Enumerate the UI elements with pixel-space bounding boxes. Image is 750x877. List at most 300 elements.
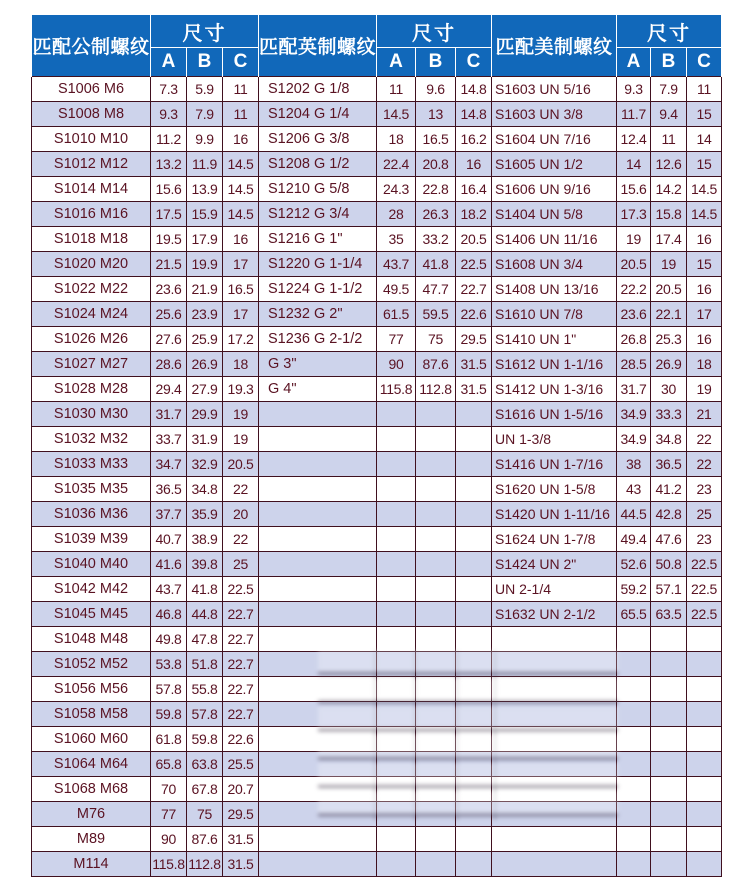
table-row (32, 752, 722, 777)
american-col-c-header: C (687, 48, 722, 77)
dim-b-cell (416, 502, 456, 527)
dim-a-cell (617, 802, 651, 827)
british-col-a-header: A (377, 48, 416, 77)
dim-b-cell: 27.9 (187, 377, 223, 402)
dim-c-cell (687, 802, 722, 827)
row-label-cell: S1020 M20 (32, 252, 151, 277)
dim-a-cell (377, 652, 416, 677)
dim-c-cell: 20 (223, 502, 259, 527)
dim-c-cell: 22.5 (687, 602, 722, 627)
dim-a-cell: 61.8 (151, 727, 187, 752)
dim-a-cell (617, 627, 651, 652)
dim-a-cell: 31.7 (617, 377, 651, 402)
row-label-cell (492, 702, 617, 727)
dim-c-cell: 18.2 (456, 202, 492, 227)
dim-b-cell: 38.9 (187, 527, 223, 552)
row-label-cell: S1624 UN 1-7/8 (492, 527, 617, 552)
row-label-cell: S1010 M10 (32, 127, 151, 152)
dim-c-cell (456, 427, 492, 452)
dim-b-cell: 9.9 (187, 127, 223, 152)
dim-a-cell (617, 652, 651, 677)
row-label-cell: S1033 M33 (32, 452, 151, 477)
dim-c-cell: 16.2 (456, 127, 492, 152)
row-label-cell: S1616 UN 1-5/16 (492, 402, 617, 427)
row-label-cell: S1210 G 5/8 (259, 177, 377, 202)
dim-a-cell (617, 677, 651, 702)
dim-b-cell: 33.2 (416, 227, 456, 252)
dim-b-cell: 50.8 (651, 552, 687, 577)
row-label-cell (492, 727, 617, 752)
dim-c-cell: 22.5 (687, 577, 722, 602)
dim-a-cell: 12.4 (617, 127, 651, 152)
dim-b-cell (416, 702, 456, 727)
row-label-cell: S1632 UN 2-1/2 (492, 602, 617, 627)
dim-b-cell: 5.9 (187, 77, 223, 102)
dim-c-cell: 31.5 (456, 377, 492, 402)
dim-a-cell: 21.5 (151, 252, 187, 277)
dim-c-cell: 22.5 (687, 552, 722, 577)
row-label-cell: S1410 UN 1" (492, 327, 617, 352)
dim-c-cell (456, 477, 492, 502)
table-row (32, 377, 722, 402)
dim-b-cell: 20.5 (651, 277, 687, 302)
dim-a-cell: 23.6 (151, 277, 187, 302)
dim-a-cell: 44.5 (617, 502, 651, 527)
dim-a-cell (377, 752, 416, 777)
row-label-cell: S1056 M56 (32, 677, 151, 702)
dim-b-cell (416, 627, 456, 652)
row-label-cell (492, 827, 617, 852)
dim-a-cell (377, 777, 416, 802)
british-col-c-header: C (456, 48, 492, 77)
dim-b-cell: 7.9 (651, 77, 687, 102)
row-label-cell: M89 (32, 827, 151, 852)
row-label-cell: S1027 M27 (32, 352, 151, 377)
dim-b-cell: 12.6 (651, 152, 687, 177)
metric-col-b-header: B (187, 48, 223, 77)
dim-c-cell: 14.8 (456, 77, 492, 102)
dim-c-cell: 16 (687, 227, 722, 252)
dim-b-cell (651, 802, 687, 827)
row-label-cell: S1024 M24 (32, 302, 151, 327)
dim-b-cell: 51.8 (187, 652, 223, 677)
row-label-cell: S1404 UN 5/8 (492, 202, 617, 227)
row-label-cell: S1606 UN 9/16 (492, 177, 617, 202)
row-label-cell: S1236 G 2-1/2 (259, 327, 377, 352)
dim-b-cell (416, 527, 456, 552)
dim-c-cell: 11 (687, 77, 722, 102)
row-label-cell: S1068 M68 (32, 777, 151, 802)
row-label-cell (492, 677, 617, 702)
dim-a-cell: 14 (617, 152, 651, 177)
dim-a-cell (377, 852, 416, 877)
row-label-cell (259, 627, 377, 652)
dim-b-cell (416, 727, 456, 752)
table-row (32, 852, 722, 877)
dim-b-cell: 20.8 (416, 152, 456, 177)
dim-b-cell (416, 427, 456, 452)
dim-b-cell: 35.9 (187, 502, 223, 527)
row-label-cell (259, 802, 377, 827)
dim-a-cell (617, 852, 651, 877)
dim-c-cell: 22.7 (456, 277, 492, 302)
dim-c-cell: 22.5 (456, 252, 492, 277)
table-row (32, 577, 722, 602)
dim-b-cell (416, 852, 456, 877)
metric-col-c-header: C (223, 48, 259, 77)
dim-c-cell: 22 (223, 527, 259, 552)
dim-c-cell: 22 (223, 477, 259, 502)
dim-b-cell: 55.8 (187, 677, 223, 702)
dim-a-cell: 43.7 (377, 252, 416, 277)
dim-b-cell: 47.7 (416, 277, 456, 302)
dim-b-cell: 30 (651, 377, 687, 402)
table-row (32, 352, 722, 377)
dim-b-cell (416, 777, 456, 802)
dim-c-cell: 16 (687, 327, 722, 352)
dim-c-cell: 22.6 (456, 302, 492, 327)
dim-a-cell: 53.8 (151, 652, 187, 677)
dim-b-cell (416, 652, 456, 677)
row-label-cell: S1220 G 1-1/4 (259, 252, 377, 277)
row-label-cell: S1406 UN 11/16 (492, 227, 617, 252)
row-label-cell (492, 752, 617, 777)
dim-b-cell: 59.5 (416, 302, 456, 327)
dim-a-cell: 57.8 (151, 677, 187, 702)
dim-b-cell: 42.8 (651, 502, 687, 527)
dim-c-cell: 17 (223, 302, 259, 327)
row-label-cell: S1208 G 1/2 (259, 152, 377, 177)
dim-a-cell (377, 402, 416, 427)
dim-b-cell (651, 702, 687, 727)
dim-b-cell (416, 452, 456, 477)
dim-c-cell (687, 827, 722, 852)
dim-c-cell: 20.7 (223, 777, 259, 802)
dim-a-cell: 36.5 (151, 477, 187, 502)
dim-c-cell (687, 727, 722, 752)
table-row (32, 727, 722, 752)
row-label-cell: S1026 M26 (32, 327, 151, 352)
dim-c-cell: 22.7 (223, 602, 259, 627)
row-label-cell (492, 852, 617, 877)
row-label-cell: S1605 UN 1/2 (492, 152, 617, 177)
dim-c-cell (456, 677, 492, 702)
american-col-b-header: B (651, 48, 687, 77)
american-col-a-header: A (617, 48, 651, 77)
row-label-cell (259, 602, 377, 627)
row-label-cell (492, 652, 617, 677)
american-thread-group-header: 匹配美制螺纹 (492, 15, 617, 77)
dim-c-cell: 22.7 (223, 627, 259, 652)
table-row (32, 552, 722, 577)
dim-b-cell (651, 852, 687, 877)
dim-c-cell: 16 (223, 227, 259, 252)
dim-a-cell: 15.6 (617, 177, 651, 202)
dim-a-cell (617, 702, 651, 727)
row-label-cell: S1008 M8 (32, 102, 151, 127)
dim-a-cell (617, 752, 651, 777)
row-label-cell (259, 477, 377, 502)
row-label-cell: UN 2-1/4 (492, 577, 617, 602)
dim-c-cell (687, 852, 722, 877)
row-label-cell: S1202 G 1/8 (259, 77, 377, 102)
dim-b-cell (651, 827, 687, 852)
dim-b-cell: 63.5 (651, 602, 687, 627)
dim-a-cell: 41.6 (151, 552, 187, 577)
dim-a-cell: 11.2 (151, 127, 187, 152)
row-label-cell: S1022 M22 (32, 277, 151, 302)
dim-a-cell: 13.2 (151, 152, 187, 177)
dim-c-cell: 31.5 (456, 352, 492, 377)
dim-b-cell: 34.8 (187, 477, 223, 502)
row-label-cell: S1040 M40 (32, 552, 151, 577)
dim-c-cell: 22 (687, 427, 722, 452)
british-thread-group-header: 匹配英制螺纹 (259, 15, 377, 77)
dim-b-cell: 57.8 (187, 702, 223, 727)
dim-a-cell (377, 452, 416, 477)
dim-c-cell: 16 (223, 127, 259, 152)
dim-c-cell (687, 627, 722, 652)
dim-b-cell: 44.8 (187, 602, 223, 627)
dim-a-cell: 18 (377, 127, 416, 152)
dim-a-cell: 24.3 (377, 177, 416, 202)
dim-b-cell: 87.6 (187, 827, 223, 852)
dim-a-cell: 11 (377, 77, 416, 102)
row-label-cell (259, 827, 377, 852)
dim-c-cell (687, 702, 722, 727)
row-label-cell (259, 402, 377, 427)
dim-b-cell: 15.8 (651, 202, 687, 227)
row-label-cell: S1224 G 1-1/2 (259, 277, 377, 302)
dim-a-cell: 90 (151, 827, 187, 852)
row-label-cell: S1206 G 3/8 (259, 127, 377, 152)
dim-c-cell: 14.5 (223, 202, 259, 227)
dim-c-cell (456, 702, 492, 727)
dim-c-cell: 22.7 (223, 677, 259, 702)
row-label-cell: S1045 M45 (32, 602, 151, 627)
dim-c-cell: 22.6 (223, 727, 259, 752)
row-label-cell: S1212 G 3/4 (259, 202, 377, 227)
table-row (32, 152, 722, 177)
dim-a-cell (377, 702, 416, 727)
table-row (32, 452, 722, 477)
dim-a-cell: 31.7 (151, 402, 187, 427)
dim-a-cell: 49.5 (377, 277, 416, 302)
table-row (32, 427, 722, 452)
dim-c-cell: 17 (687, 302, 722, 327)
dim-c-cell (687, 677, 722, 702)
table-row (32, 527, 722, 552)
dim-b-cell (416, 552, 456, 577)
row-label-cell: G 4" (259, 377, 377, 402)
dim-b-cell: 63.8 (187, 752, 223, 777)
dim-a-cell (377, 552, 416, 577)
dim-c-cell: 20.5 (223, 452, 259, 477)
table-row (32, 127, 722, 152)
dim-a-cell: 29.4 (151, 377, 187, 402)
dim-a-cell: 59.2 (617, 577, 651, 602)
table-row (32, 227, 722, 252)
dim-c-cell (456, 502, 492, 527)
row-label-cell (259, 852, 377, 877)
dim-c-cell (456, 552, 492, 577)
row-label-cell (259, 527, 377, 552)
dim-c-cell: 29.5 (223, 802, 259, 827)
dim-c-cell: 15 (687, 102, 722, 127)
row-label-cell: S1620 UN 1-5/8 (492, 477, 617, 502)
metric-thread-group-header: 匹配公制螺纹 (32, 15, 151, 77)
dim-c-cell (456, 727, 492, 752)
dim-c-cell: 11 (223, 102, 259, 127)
dim-b-cell: 41.8 (187, 577, 223, 602)
dim-b-cell: 19.9 (187, 252, 223, 277)
dim-a-cell: 34.9 (617, 402, 651, 427)
dim-a-cell: 28 (377, 202, 416, 227)
dim-a-cell (377, 477, 416, 502)
table-row (32, 77, 722, 102)
row-label-cell (259, 752, 377, 777)
dim-a-cell: 22.4 (377, 152, 416, 177)
american-size-header: 尺寸 (617, 15, 722, 48)
dim-b-cell (416, 602, 456, 627)
dim-a-cell: 46.8 (151, 602, 187, 627)
table-row (32, 177, 722, 202)
row-label-cell: S1610 UN 7/8 (492, 302, 617, 327)
dim-a-cell (377, 727, 416, 752)
table-row (32, 777, 722, 802)
dim-a-cell (617, 827, 651, 852)
dim-b-cell: 39.8 (187, 552, 223, 577)
dim-a-cell: 61.5 (377, 302, 416, 327)
dim-b-cell: 9.4 (651, 102, 687, 127)
dim-b-cell: 75 (416, 327, 456, 352)
table-row (32, 677, 722, 702)
dim-b-cell: 17.4 (651, 227, 687, 252)
table-row (32, 627, 722, 652)
table-row (32, 252, 722, 277)
dim-b-cell: 17.9 (187, 227, 223, 252)
dim-c-cell: 16 (687, 277, 722, 302)
dim-b-cell: 25.9 (187, 327, 223, 352)
dim-a-cell (617, 777, 651, 802)
dim-a-cell: 35 (377, 227, 416, 252)
dim-b-cell: 16.5 (416, 127, 456, 152)
dim-a-cell: 17.5 (151, 202, 187, 227)
dim-c-cell (456, 852, 492, 877)
dim-b-cell (416, 477, 456, 502)
dim-c-cell: 14.5 (687, 202, 722, 227)
row-label-cell (259, 452, 377, 477)
dim-a-cell: 25.6 (151, 302, 187, 327)
row-label-cell (259, 552, 377, 577)
table-body (32, 77, 722, 877)
dim-c-cell (456, 752, 492, 777)
dim-b-cell (651, 727, 687, 752)
row-label-cell: S1018 M18 (32, 227, 151, 252)
dim-c-cell (687, 777, 722, 802)
dim-b-cell: 9.6 (416, 77, 456, 102)
dim-a-cell: 20.5 (617, 252, 651, 277)
table-row (32, 402, 722, 427)
row-label-cell: G 3" (259, 352, 377, 377)
dim-c-cell: 18 (223, 352, 259, 377)
dim-b-cell: 57.1 (651, 577, 687, 602)
row-label-cell: S1232 G 2" (259, 302, 377, 327)
dim-c-cell: 22.7 (223, 652, 259, 677)
dim-a-cell (377, 527, 416, 552)
row-label-cell (259, 427, 377, 452)
dim-a-cell: 28.5 (617, 352, 651, 377)
dim-b-cell: 34.8 (651, 427, 687, 452)
row-label-cell: S1032 M32 (32, 427, 151, 452)
row-label-cell: S1042 M42 (32, 577, 151, 602)
dim-c-cell (456, 577, 492, 602)
dim-b-cell: 11.9 (187, 152, 223, 177)
dim-c-cell: 29.5 (456, 327, 492, 352)
dim-a-cell: 65.8 (151, 752, 187, 777)
dim-a-cell (377, 677, 416, 702)
dim-c-cell: 17 (223, 252, 259, 277)
row-label-cell (492, 777, 617, 802)
dim-c-cell: 14 (687, 127, 722, 152)
table-row (32, 102, 722, 127)
dim-b-cell: 41.2 (651, 477, 687, 502)
dim-a-cell: 90 (377, 352, 416, 377)
dim-a-cell: 77 (151, 802, 187, 827)
row-label-cell: S1028 M28 (32, 377, 151, 402)
dim-a-cell: 17.3 (617, 202, 651, 227)
dim-c-cell (456, 402, 492, 427)
row-label-cell: S1416 UN 1-7/16 (492, 452, 617, 477)
dim-c-cell (456, 527, 492, 552)
dim-a-cell: 11.7 (617, 102, 651, 127)
dim-b-cell (416, 677, 456, 702)
dim-b-cell: 59.8 (187, 727, 223, 752)
row-label-cell: S1612 UN 1-1/16 (492, 352, 617, 377)
table-row (32, 652, 722, 677)
dim-b-cell (416, 802, 456, 827)
dim-c-cell: 16.5 (223, 277, 259, 302)
row-label-cell: UN 1-3/8 (492, 427, 617, 452)
row-label-cell: S1204 G 1/4 (259, 102, 377, 127)
dim-a-cell: 49.4 (617, 527, 651, 552)
table-row (32, 277, 722, 302)
dim-a-cell: 52.6 (617, 552, 651, 577)
dim-c-cell: 19.3 (223, 377, 259, 402)
dim-c-cell (687, 752, 722, 777)
dim-c-cell: 17.2 (223, 327, 259, 352)
table-row (32, 702, 722, 727)
dim-c-cell (456, 452, 492, 477)
dim-b-cell: 75 (187, 802, 223, 827)
row-label-cell (259, 652, 377, 677)
row-label-cell: S1420 UN 1-11/16 (492, 502, 617, 527)
dim-a-cell: 26.8 (617, 327, 651, 352)
dim-a-cell: 7.3 (151, 77, 187, 102)
dim-c-cell (456, 627, 492, 652)
dim-a-cell: 34.7 (151, 452, 187, 477)
dim-c-cell (456, 802, 492, 827)
dim-b-cell: 29.9 (187, 402, 223, 427)
dim-b-cell: 47.6 (651, 527, 687, 552)
dim-a-cell: 59.8 (151, 702, 187, 727)
dim-a-cell (377, 502, 416, 527)
dim-b-cell (416, 402, 456, 427)
row-label-cell: M114 (32, 852, 151, 877)
dim-c-cell: 18 (687, 352, 722, 377)
dim-c-cell: 25.5 (223, 752, 259, 777)
row-label-cell: S1030 M30 (32, 402, 151, 427)
